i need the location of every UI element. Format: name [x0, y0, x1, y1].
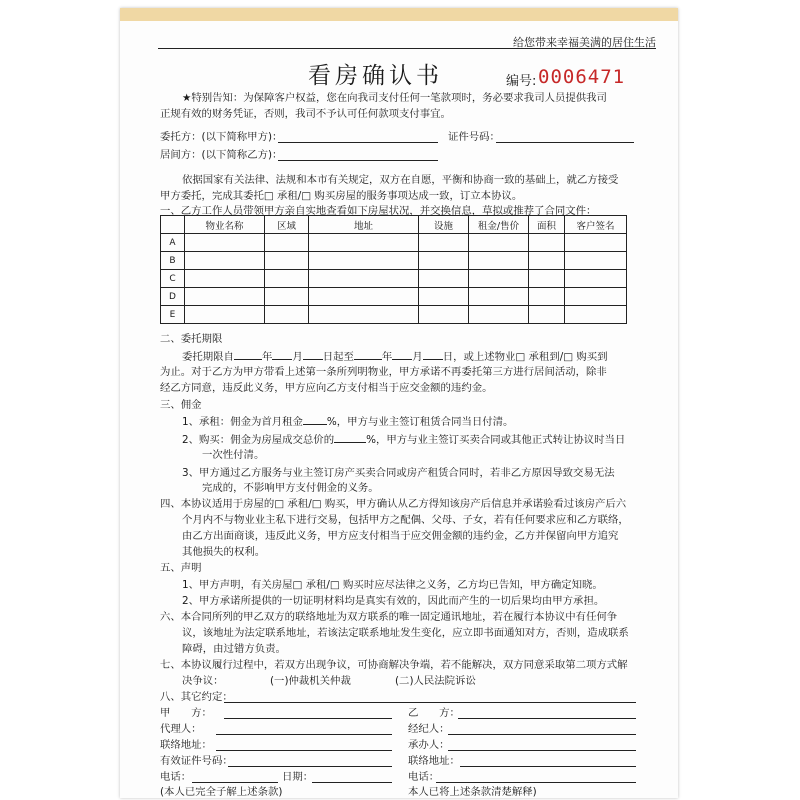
table-cell[interactable]	[565, 234, 627, 252]
phone-a-line[interactable]	[192, 782, 278, 783]
table-cell[interactable]	[469, 270, 529, 288]
commission-buy-tail: %，甲方与业主签订买卖合同或其他正式转让协议时当日	[366, 434, 626, 446]
table-cell[interactable]	[309, 234, 419, 252]
agent-a-line[interactable]	[216, 734, 392, 735]
intro-line-1: 依据国家有关法律、法规和本市有关规定，双方在自愿，平衡和协商一致的基础上，就乙方接受	[182, 174, 619, 186]
term-year-label: 年	[261, 351, 273, 363]
start-year-blank[interactable]	[234, 348, 262, 360]
section-5-heading: 五、声明	[160, 562, 202, 574]
id-document-label: 有效证件号码：	[160, 755, 233, 767]
section-2-heading: 二、委托期限	[160, 333, 223, 345]
col-header-district: 区域	[265, 216, 309, 234]
phone-a-label: 电话：	[160, 771, 192, 783]
end-month-blank[interactable]	[392, 348, 412, 360]
section-7-line-1: 七、本协议履行过程中，若双方出现争议，可协商解决争端，若不能解决，双方同意采取第二项方式解	[160, 659, 628, 671]
section-2-term-line	[182, 348, 608, 365]
table-row	[161, 252, 627, 270]
table-cell[interactable]	[419, 252, 469, 270]
table-cell[interactable]	[469, 306, 529, 324]
table-header-row	[161, 216, 627, 234]
col-header-facilities: 设施	[419, 216, 469, 234]
date-line[interactable]	[312, 782, 392, 783]
header-divider	[158, 48, 656, 49]
table-cell[interactable]	[309, 252, 419, 270]
term-from-label: 委托期限自	[182, 351, 234, 363]
serial-number: 0006471	[538, 66, 626, 88]
table-cell[interactable]	[419, 234, 469, 252]
address-a-label: 联络地址：	[160, 739, 212, 751]
table-cell[interactable]	[185, 234, 265, 252]
term-to-label: 日起至	[322, 351, 354, 363]
notice-line-1: ★特别告知：为保障客户权益，您在向我司支付任何一笔款项时，务必要求我司人员提供我司	[182, 92, 607, 104]
commission-buy-line-2: 一次性付清。	[202, 449, 265, 461]
table-row	[161, 270, 627, 288]
start-day-blank[interactable]	[303, 348, 323, 360]
document-title: 看房确认书	[308, 63, 443, 89]
col-header-area: 面积	[529, 216, 565, 234]
term-month-label: 月	[292, 351, 303, 363]
section-8-heading: 八、其它约定：	[160, 691, 233, 703]
table-row	[161, 306, 627, 324]
col-header-signature: 客户签名	[565, 216, 627, 234]
section-4-line-1: 四、本协议适用于房屋的□ 承租/□ 购买，甲方确认从乙方得知该房产后信息并承诺验看过该房产后六	[160, 498, 627, 510]
table-cell[interactable]	[529, 252, 565, 270]
other-terms-line[interactable]	[224, 702, 636, 703]
table-cell[interactable]	[265, 270, 309, 288]
term-day-tail: 日，或上述物业□ 承租到/□ 购买到	[442, 351, 608, 363]
section-6-line-3: 障碍，由过错方负责。	[182, 643, 286, 655]
property-table	[160, 215, 627, 324]
table-cell[interactable]	[185, 306, 265, 324]
handler-line[interactable]	[448, 750, 636, 751]
table-cell[interactable]	[265, 288, 309, 306]
section-2-line-2: 为止。对于乙方为甲方带看上述第一条所列明物业，甲方承诺不再委托第三方进行居间活动，除非	[160, 366, 607, 378]
table-cell[interactable]	[469, 234, 529, 252]
date-label: 日期：	[282, 771, 314, 783]
row-label: A	[161, 234, 185, 252]
table-cell[interactable]	[529, 306, 565, 324]
commission-rent-label: 1、承租：佣金为首月租金	[182, 416, 303, 428]
commission-rent-line	[182, 413, 513, 430]
table-cell[interactable]	[565, 270, 627, 288]
contract-sheet	[120, 8, 678, 798]
commission-buy-label: 2、购买：佣金为房屋成交总价的	[182, 434, 335, 446]
id-number-label: 证件号码：	[448, 131, 500, 143]
end-year-blank[interactable]	[354, 348, 382, 360]
term-month-label-2: 月	[412, 351, 423, 363]
table-cell[interactable]	[529, 234, 565, 252]
table-cell[interactable]	[265, 234, 309, 252]
broker-line[interactable]	[448, 734, 636, 735]
table-row	[161, 288, 627, 306]
address-a-line[interactable]	[216, 750, 392, 751]
id-document-line[interactable]	[228, 766, 392, 767]
commission-item-3-line-1: 3、甲方通过乙方服务与业主签订房产买卖合同或房产租赁合同时，若非乙方原因导致交易无法	[182, 467, 615, 479]
company-slogan: 给您带来幸福美满的居住生活	[513, 36, 656, 49]
table-cell[interactable]	[529, 288, 565, 306]
table-cell[interactable]	[185, 252, 265, 270]
commission-buy-line	[182, 431, 625, 448]
principal-label: 委托方：(以下简称甲方)：	[160, 131, 283, 143]
agent-party-label: 居间方：(以下简称乙方)：	[160, 149, 283, 161]
table-cell[interactable]	[309, 270, 419, 288]
intro-line-2: 甲方委托，完成其委托□ 承租/□ 购买房屋的服务事项达成一致，订立本协议。	[160, 190, 523, 202]
col-header-property-name: 物业名称	[185, 216, 265, 234]
agent-party-line[interactable]	[278, 160, 438, 161]
party-b-line[interactable]	[458, 718, 636, 719]
sheet-top-band	[120, 8, 678, 21]
col-header-price: 租金/售价	[469, 216, 529, 234]
table-cell[interactable]	[565, 288, 627, 306]
party-b-acknowledgement: 本人已将上述条款清楚解释)	[408, 786, 537, 798]
section-4-line-3: 由乙方出面商谈，违反此义务，甲方应支付相当于应交佣金额的违约金，乙方并保留向甲方追究	[182, 530, 619, 542]
buy-percent-blank[interactable]	[334, 431, 366, 443]
section-3-heading: 三、佣金	[160, 399, 202, 411]
table-cell[interactable]	[265, 306, 309, 324]
table-cell[interactable]	[185, 288, 265, 306]
address-b-line[interactable]	[460, 766, 636, 767]
section-7-line-2: 决争议：	[182, 675, 224, 687]
table-row	[161, 234, 627, 252]
principal-name-line[interactable]	[278, 142, 438, 143]
broker-label: 经纪人：	[408, 723, 450, 735]
declaration-item-1: 1、甲方声明，有关房屋□ 承租/□ 购买时应尽法律之义务，乙方均已告知，甲方确定知晓。	[182, 579, 603, 591]
section-4-line-4: 其他损失的权利。	[182, 546, 266, 558]
serial-label: 编号:	[506, 74, 537, 89]
agent-a-label: 代理人：	[160, 723, 202, 735]
declaration-item-2: 2、甲方承诺所提供的一切证明材料均是真实有效的，因此而产生的一切后果均由甲方承担。	[182, 595, 605, 607]
party-a-acknowledgement: (本人已完全子解上述条款)	[160, 786, 283, 798]
row-label: C	[161, 270, 185, 288]
table-cell[interactable]	[469, 288, 529, 306]
address-b-label: 联络地址：	[408, 755, 460, 767]
party-a-label: 甲 方：	[160, 707, 212, 719]
table-cell[interactable]	[185, 270, 265, 288]
row-label: E	[161, 306, 185, 324]
section-1-text: 一、乙方工作人员带领甲方亲自实地查看如下房屋状况，并交换信息，草拟或推荐了合同文件：	[160, 205, 597, 217]
party-b-label: 乙 方：	[408, 707, 460, 719]
section-2-line-3: 经乙方同意，违反此义务，甲方应向乙方支付相当于应交金额的违约金。	[160, 382, 493, 394]
table-cell[interactable]	[309, 306, 419, 324]
table-cell[interactable]	[419, 306, 469, 324]
party-a-line[interactable]	[224, 718, 392, 719]
table-cell[interactable]	[529, 270, 565, 288]
start-month-blank[interactable]	[272, 348, 292, 360]
table-cell[interactable]	[469, 252, 529, 270]
row-label: D	[161, 288, 185, 306]
table-cell[interactable]	[419, 288, 469, 306]
end-day-blank[interactable]	[423, 348, 443, 360]
commission-item-3-line-2: 完成的，不影响甲方支付佣金的义务。	[202, 482, 379, 494]
table-cell[interactable]	[565, 306, 627, 324]
section-6-line-2: 议，该地址为法定联系地址，若该法定联系地址发生变化，应立即书面通知对方，否则，造成联系	[182, 627, 629, 639]
notice-line-2: 正规有效的财务凭证，否则，我司不予认可任何款项支付事宜。	[160, 108, 451, 120]
col-header-index	[161, 216, 185, 234]
handler-label: 承办人：	[408, 739, 450, 751]
table-cell[interactable]	[565, 252, 627, 270]
id-number-line[interactable]	[496, 142, 634, 143]
dispute-option-court: (二)人民法院诉讼	[395, 675, 476, 687]
dispute-option-arbitration: (一)仲裁机关仲裁	[270, 675, 351, 687]
col-header-address: 地址	[309, 216, 419, 234]
term-year-label-2: 年	[381, 351, 393, 363]
table-cell[interactable]	[265, 252, 309, 270]
section-4-line-2: 个月内不与物业业主私下进行交易，包括甲方之配偶、父母、子女，若有任何要求应和乙方联络，	[182, 514, 629, 526]
phone-b-label: 电话：	[408, 771, 440, 783]
table-cell[interactable]	[419, 270, 469, 288]
phone-b-line[interactable]	[436, 782, 636, 783]
commission-rent-tail: %，甲方与业主签订租赁合同当日付清。	[326, 416, 514, 428]
table-cell[interactable]	[309, 288, 419, 306]
row-label: B	[161, 252, 185, 270]
rent-percent-blank[interactable]	[303, 413, 327, 425]
section-6-line-1: 六、本合同所列的甲乙双方的联络地址为双方联系的唯一固定通讯地址，若在履行本协议中有任何争	[160, 611, 618, 623]
